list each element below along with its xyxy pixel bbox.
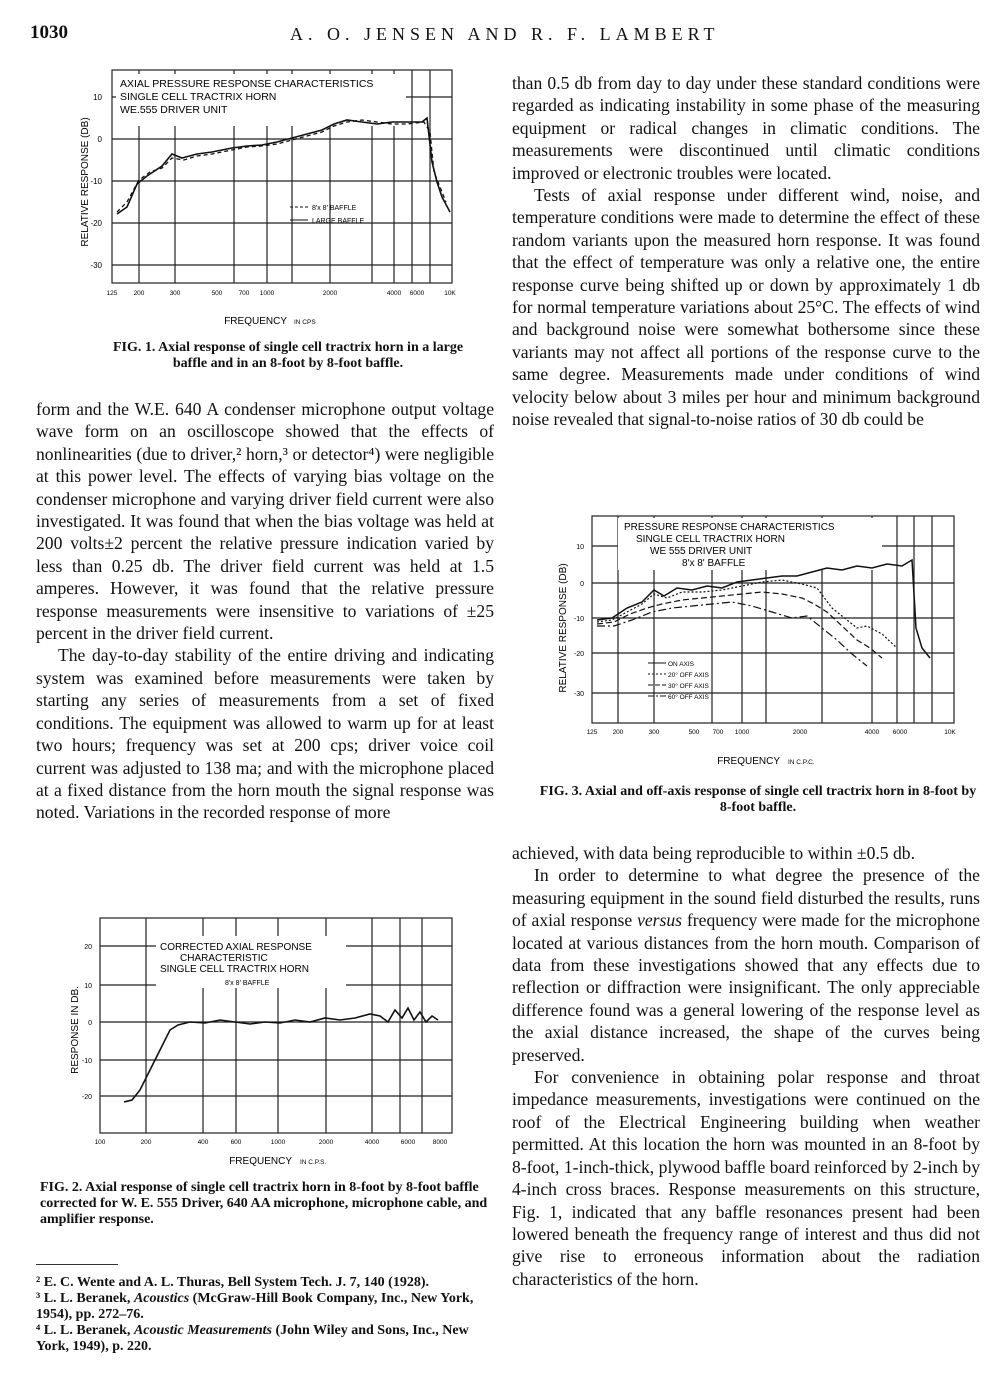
fig3-ylabel: RELATIVE RESPONSE (DB) (558, 563, 569, 693)
fig2-title-1: CORRECTED AXIAL RESPONSE (160, 942, 312, 953)
fig3-legend-20: 20° OFF AXIS (668, 672, 709, 679)
fig2-xtick: 4000 (364, 1139, 380, 1146)
fig2-xtick: 400 (197, 1139, 209, 1146)
fig2-title-2: CHARACTERISTIC (180, 953, 268, 964)
fig3-xlabel: FREQUENCY (717, 756, 780, 767)
fig1-xtick: 500 (211, 290, 223, 297)
fig3-ytick: -20 (573, 651, 584, 658)
fig3-xtick: 500 (688, 729, 700, 736)
fig3-ytick: -30 (573, 691, 584, 698)
fig3-xtick: 125 (586, 729, 598, 736)
fig1-ytick: 0 (97, 135, 102, 144)
figure-1-plot (72, 62, 472, 332)
fig2-xunit: IN C.P.S. (300, 1159, 327, 1166)
left-paragraph-1: form and the W.E. 640 A condenser microphone output voltage wave form on an oscilloscope showed that the effects of nonlinearities (due to driver,² horn,³ or detector⁴) were negligible at this power level. The effects of varying bias voltage on the condenser microphone and varying driver field current were also investigated. It was found that when the bias voltage was held at 200 volts±2 percent the relative pressure indication varied by less than 0.25 db. The driver field current was held at 1.5 amperes. However, it was found that the relative pressure response measurements were insensitive to variations of ±25 percent in the driver field current. (36, 399, 494, 644)
fig1-xtick: 200 (133, 290, 145, 297)
fig3-legend-on-axis: ON AXIS (668, 661, 695, 668)
right-paragraph-2: Tests of axial response under different wind, noise, and temperature conditions were made to determine the effect of these random variants upon the measured horn response. It was found that the effect of temperature was only a relative one, the entire response curve being shifted up or down by approximately 1 db for normal temperature variations about 25°C. The effects of wind and background noise were somewhat bothersome since these variants may not affect all portions of the response curve to the same degree. Measurements made under conditions of wind velocity below about 3 miles per hour and minimum background noise revealed that signal-to-noise ratios of 30 db could be (512, 185, 980, 430)
fig3-legend-30: 30° OFF AXIS (668, 683, 709, 690)
fig3-xtick: 6000 (892, 729, 908, 736)
fig3-title-3: WE 555 DRIVER UNIT (650, 546, 753, 557)
fig1-xtick: 10K (444, 290, 456, 297)
footnote-4: ⁴ L. L. Beranek, Acoustic Measurements (John Wiley and Sons, Inc., New York, 1949), p. 220. (36, 1323, 469, 1354)
fig2-xtick: 1000 (270, 1139, 286, 1146)
fig3-legend-60: 60° OFF AXIS (668, 694, 709, 701)
fig1-title-3: WE.555 DRIVER UNIT (120, 104, 228, 116)
fig1-legend-large: LARGE BAFFLE (312, 218, 365, 225)
fig3-ytick: 10 (576, 544, 584, 551)
fig2-ytick: -20 (81, 1094, 92, 1101)
fig2-ytick: -10 (81, 1058, 92, 1065)
fig2-xlabel: FREQUENCY (229, 1156, 292, 1167)
fig3-caption-label: FIG. 3. (539, 784, 583, 799)
fig2-caption-label: FIG. 2. (40, 1180, 83, 1195)
fig3-xtick: 10K (944, 729, 956, 736)
fig2-xtick: 2000 (318, 1139, 334, 1146)
fig3-title-2: SINGLE CELL TRACTRIX HORN (636, 534, 785, 545)
fig2-ytick: 20 (84, 944, 92, 951)
fig2-title-3: SINGLE CELL TRACTRIX HORN (160, 964, 309, 975)
fig3-xtick: 4000 (864, 729, 880, 736)
fig1-xtick: 300 (169, 290, 181, 297)
fig1-xtick: 4000 (386, 290, 402, 297)
fig1-ytick: -20 (90, 219, 102, 228)
fig1-ytick: -30 (90, 261, 102, 270)
fig3-xunit: IN C.P.C. (788, 759, 815, 766)
fig3-curve-30-off (597, 592, 882, 658)
fig2-xtick: 6000 (400, 1139, 416, 1146)
footnote-3: ³ L. L. Beranek, Acoustics (McGraw-Hill Book Company, Inc., New York, 1954), pp. 272–76. (36, 1291, 474, 1322)
fig1-xtick: 125 (106, 290, 118, 297)
fig3-xtick: 1000 (734, 729, 750, 736)
fig1-title-1: AXIAL PRESSURE RESPONSE CHARACTERISTICS (120, 78, 374, 90)
right-paragraph-1: than 0.5 db from day to day under these standard conditions were regarded as indicating instability in some phase of the measuring equipment or radical changes in climatic conditions. The measurements were discontinued until climatic conditions improved or electronic troubles were located. (512, 73, 980, 183)
fig1-xunit: IN CPS (294, 319, 316, 326)
fig3-title-4: 8'x 8' BAFFLE (682, 558, 746, 569)
fig3-xtick: 200 (612, 729, 624, 736)
page-number: 1030 (30, 22, 68, 43)
right-column-bottom (512, 842, 980, 1290)
fig1-caption-text: Axial response of single cell tractrix horn in a large baffle and in an 8-foot by 8-foot baffle. (158, 340, 464, 371)
fig2-xtick: 100 (94, 1139, 106, 1146)
fig1-xtick: 700 (238, 290, 250, 297)
left-paragraph-2: The day-to-day stability of the entire driving and indicating system was examined before measurements were taken by starting any series of measurements from a set of fixed conditions. The equipment was allowed to warm up for at least two hours; frequency was set at 200 cps; driver voice coil current was adjusted to 138 ma; and with the microphone placed at a fixed distance from the horn mouth the signal response was noted. Variations in the recorded response of more (36, 645, 494, 823)
fig1-title-2: SINGLE CELL TRACTRIX HORN (120, 91, 277, 103)
fig3-xtick: 2000 (792, 729, 808, 736)
fig2-xtick: 8000 (432, 1139, 448, 1146)
fig2-ylabel: RESPONSE IN DB. (70, 986, 81, 1074)
fig1-ytick: 10 (93, 93, 102, 102)
right-paragraph-4: In order to determine to what degree the presence of the measuring equipment in the sound field disturbed the results, runs of axial response versus frequency were made for the microphone located at various distances from the horn mouth. Comparison of data from these investigations showed that any effects due to reflection or diffraction were insignificant. The only appreciable difference found was a general lowering of the response level as the axial distance increased, the shape of the curves being preserved. (512, 865, 980, 1065)
fig1-xlabel: FREQUENCY (224, 316, 287, 327)
fig1-caption-label: FIG. 1. (112, 340, 156, 355)
running-header: A. O. JENSEN AND R. F. LAMBERT (290, 24, 720, 44)
fig3-curve-20-off (597, 580, 897, 648)
fig3-ytick: -10 (573, 616, 584, 623)
fig2-ytick: 10 (84, 983, 92, 990)
fig2-caption-text: Axial response of single cell tractrix horn in 8-foot by 8-foot baffle corrected for W. E. 555 Driver, 640 AA microphone, microphone cable, and amplifier response. (40, 1180, 488, 1227)
fig2-ytick: 0 (88, 1020, 92, 1027)
fig2-xtick: 200 (140, 1139, 152, 1146)
fig1-xtick: 2000 (322, 290, 338, 297)
right-column-top (512, 72, 980, 431)
right-paragraph-5: For convenience in obtaining polar response and throat impedance measurements, investigations were continued on the roof of the Electrical Engineering building when weather permitted. At this location the horn was mounted in an 8-foot by 8-foot, 1-inch-thick, plywood baffle board reinforced by 2-inch by 4-inch cross braces. Response measurements on this structure, Fig. 1, indicated that any baffle resonances present had been lowered beneath the frequency range of interest and thus did not give rise to erroneous information about the radiation characteristics of the horn. (512, 1067, 980, 1289)
fig3-ytick: 0 (580, 581, 584, 588)
fig3-caption-text: Axial and off-axis response of single cell tractrix horn in 8-foot by 8-foot baffle. (584, 784, 977, 815)
fig1-ytick: -10 (90, 177, 102, 186)
footnote-2: ² E. C. Wente and A. L. Thuras, Bell System Tech. J. 7, 140 (1928). (36, 1275, 430, 1290)
fig3-curve-on-axis (597, 560, 930, 658)
footnote-rule (36, 1264, 118, 1265)
fig1-legend-8x8: 8'x 8' BAFFLE (312, 205, 357, 212)
footnotes (36, 1275, 492, 1355)
fig1-curve-large-baffle (117, 118, 450, 214)
right-paragraph-3: achieved, with data being reproducible to within ±0.5 db. (512, 843, 915, 863)
fig1-curve-8x8-baffle (117, 120, 446, 212)
left-column (36, 398, 494, 824)
fig2-xtick: 600 (230, 1139, 242, 1146)
fig3-xtick: 300 (648, 729, 660, 736)
fig1-xtick: 6000 (409, 290, 425, 297)
figure-2-plot (60, 910, 480, 1172)
fig1-xtick: 1000 (259, 290, 275, 297)
fig3-title-1: PRESSURE RESPONSE CHARACTERISTICS (624, 522, 835, 533)
figure-3-plot (552, 508, 972, 770)
fig3-xtick: 700 (712, 729, 724, 736)
fig1-ylabel: RELATIVE RESPONSE (DB) (80, 117, 91, 247)
fig2-subtitle: 8'x 8' BAFFLE (225, 980, 270, 987)
